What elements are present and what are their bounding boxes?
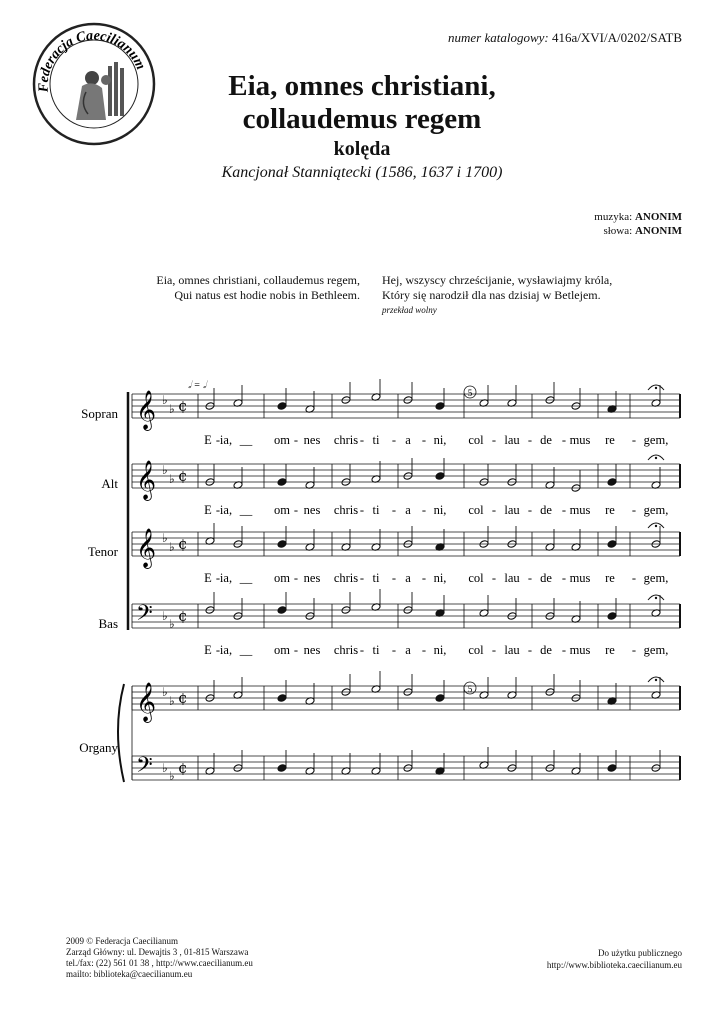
catalog-number	[448, 30, 682, 46]
latin-line-2: Qui natus est hodie nobis in Bethleem.	[174, 288, 360, 302]
lyric-syllable: om	[274, 433, 290, 447]
lyric-syllable: col	[468, 643, 484, 657]
lyric-syllable: ia,	[219, 503, 233, 517]
lyric-syllable: re	[605, 571, 615, 585]
svg-text:𝄞: 𝄞	[136, 390, 157, 430]
title-line-1: Eia, omnes christiani,	[228, 70, 496, 102]
lyric-syllable: de	[540, 503, 552, 517]
svg-text:𝄢: 𝄢	[136, 753, 153, 783]
catalog-value: 416a/XVI/A/0202/SATB	[552, 30, 682, 45]
lyric-syllable: -	[293, 643, 299, 657]
lyric-syllable: -	[491, 643, 497, 657]
lyric-syllable: col	[468, 503, 484, 517]
lyric-syllable: de	[540, 433, 552, 447]
lyric-syllable: -	[561, 571, 567, 585]
words-label: słowa:	[603, 225, 633, 237]
svg-text:♭: ♭	[162, 761, 168, 775]
lyric-syllable: col	[468, 433, 484, 447]
part-label-bas: Bas	[98, 616, 118, 631]
lyric-syllable: -	[215, 571, 221, 585]
lyric-syllable: -	[421, 433, 427, 447]
lyric-syllable: nes	[303, 643, 321, 657]
svg-text:¢: ¢	[178, 467, 188, 485]
lyric-syllable: E	[204, 643, 212, 657]
lyric-syllable: lau	[504, 643, 520, 657]
lyric-syllable: ti	[372, 571, 380, 585]
lyric-syllable: a	[405, 643, 411, 657]
lyric-syllable: -	[421, 503, 427, 517]
lyric-syllable: -	[293, 503, 299, 517]
lyric-syllable: chris	[333, 643, 359, 657]
lyric-syllable: ti	[372, 643, 380, 657]
lyric-syllable: -	[631, 433, 637, 447]
score-systems	[118, 379, 680, 783]
svg-text:♭: ♭	[162, 393, 168, 407]
catalog-label: numer katalogowy:	[448, 30, 549, 45]
lyric-syllable: mus	[569, 503, 591, 517]
copyright: 2009 © Federacja Caecilianum	[66, 936, 179, 946]
svg-text:5: 5	[467, 684, 473, 694]
svg-text:♭: ♭	[162, 685, 168, 699]
lyric-syllable: chris	[333, 433, 359, 447]
svg-text:¢: ¢	[178, 607, 188, 625]
lyric-syllable: -	[293, 571, 299, 585]
part-label-alt: Alt	[101, 476, 118, 491]
lyric-syllable: mus	[569, 643, 591, 657]
svg-text:♭: ♭	[169, 540, 175, 554]
lyric-syllable: gem,	[643, 503, 669, 517]
lyric-syllable: ni,	[433, 571, 447, 585]
lyric-syllable: lau	[504, 571, 520, 585]
lyric-syllable: nes	[303, 503, 321, 517]
lyric-syllable: lau	[504, 503, 520, 517]
lyric-syllable: mus	[569, 433, 591, 447]
svg-text:¢: ¢	[178, 689, 188, 707]
lyric-syllable: -	[527, 571, 533, 585]
lyric-syllable: -	[391, 433, 397, 447]
lyric-syllable: E	[204, 571, 212, 585]
lyric-syllable: ti	[372, 503, 380, 517]
lyric-syllable: -	[359, 433, 365, 447]
lyric-syllable: -	[491, 503, 497, 517]
lyric-syllable: -	[491, 571, 497, 585]
lyric-syllable: -	[527, 643, 533, 657]
lyric-syllable: gem,	[643, 433, 669, 447]
lyric-syllable: -	[359, 503, 365, 517]
words-value: ANONIM	[634, 225, 682, 237]
lyric-syllable: __	[239, 571, 253, 585]
lyric-syllable: ni,	[433, 503, 447, 517]
music-value: ANONIM	[634, 211, 682, 223]
music-label: muzyka:	[594, 211, 633, 223]
lyric-syllable: -	[527, 433, 533, 447]
lyric-syllable: -	[491, 433, 497, 447]
tempo-mark: 𝅗𝅥 = 𝅗𝅥	[188, 380, 207, 391]
lyric-syllable: __	[239, 503, 253, 517]
svg-text:¢: ¢	[178, 397, 188, 415]
lyric-syllable: nes	[303, 571, 321, 585]
lyric-syllable: de	[540, 571, 552, 585]
svg-text:♭: ♭	[169, 402, 175, 416]
footer-library	[547, 947, 682, 971]
lyric-syllable: a	[405, 503, 411, 517]
lyric-syllable: -	[391, 571, 397, 585]
lyric-syllable: -	[215, 433, 221, 447]
library-link[interactable]: http://www.biblioteka.caecilianum.eu	[546, 960, 682, 970]
lyric-syllable: -	[631, 503, 637, 517]
footer-contact	[66, 936, 253, 980]
part-label-sopran: Sopran	[81, 406, 118, 421]
lyric-syllable: ia,	[219, 643, 233, 657]
lyric-syllable: -	[631, 643, 637, 657]
lyrics	[204, 433, 668, 657]
phone: tel./fax: (22) 561 01 38 , http://www.caecilianum.eu	[66, 958, 253, 968]
part-label-tenor: Tenor	[87, 544, 118, 559]
lyric-syllable: a	[405, 433, 411, 447]
lyric-syllable: -	[421, 643, 427, 657]
lyric-syllable: -	[561, 643, 567, 657]
lyric-syllable: -	[391, 503, 397, 517]
polish-line-2: Który się narodził dla nas dzisiaj w Betlejem.	[382, 288, 601, 302]
lyric-syllable: -	[631, 571, 637, 585]
lyric-syllable: re	[605, 643, 615, 657]
public-use-note: Do użytku publicznego	[598, 948, 682, 958]
lyric-syllable: chris	[333, 571, 359, 585]
lyric-syllable: -	[561, 503, 567, 517]
svg-text:¢: ¢	[178, 759, 188, 777]
lyric-syllable: de	[540, 643, 552, 657]
svg-text:♭: ♭	[169, 769, 175, 783]
lyric-syllable: om	[274, 571, 290, 585]
lyric-syllable: ni,	[433, 433, 447, 447]
lyric-syllable: -	[561, 433, 567, 447]
svg-text:Federacja Caecilianum: Federacja Caecilianum	[36, 28, 148, 93]
lyric-syllable: ia,	[219, 433, 233, 447]
lyric-syllable: om	[274, 503, 290, 517]
lyric-syllable: lau	[504, 433, 520, 447]
lyric-syllable: om	[274, 643, 290, 657]
lyric-syllable: ia,	[219, 571, 233, 585]
part-labels	[79, 406, 118, 755]
lyric-syllable: re	[605, 433, 615, 447]
lyric-syllable: -	[293, 433, 299, 447]
measure-number-top	[464, 386, 476, 398]
lyric-syllable: a	[405, 571, 411, 585]
piece-title	[0, 70, 724, 136]
lyric-syllable: -	[215, 503, 221, 517]
svg-text:♭: ♭	[169, 472, 175, 486]
part-label-organy: Organy	[79, 740, 118, 755]
translation-note: przekład wolny	[382, 305, 437, 315]
lyric-syllable: col	[468, 571, 484, 585]
lyric-syllable: ti	[372, 433, 380, 447]
title-line-2: collaudemus regem	[242, 103, 482, 135]
lyric-syllable: chris	[333, 503, 359, 517]
svg-text:♭: ♭	[169, 694, 175, 708]
latin-line-1: Eia, omnes christiani, collaudemus regem,	[156, 273, 360, 287]
subtitle: kolęda	[333, 138, 391, 160]
lyric-syllable: -	[215, 643, 221, 657]
latin-text	[156, 273, 360, 303]
svg-text:5: 5	[467, 388, 473, 398]
lyric-syllable: -	[421, 571, 427, 585]
lyric-syllable: -	[359, 643, 365, 657]
svg-text:𝄞: 𝄞	[136, 460, 157, 500]
source: Kancjonał Stanniątecki (1586, 1637 i 1700)	[221, 164, 503, 181]
svg-text:𝄞: 𝄞	[136, 528, 157, 568]
svg-text:♭: ♭	[169, 617, 175, 631]
svg-text:𝄢: 𝄢	[136, 601, 153, 631]
svg-text:♭: ♭	[162, 463, 168, 477]
lyric-syllable: E	[204, 503, 212, 517]
lyric-syllable: gem,	[643, 571, 669, 585]
lyric-syllable: gem,	[643, 643, 669, 657]
lyric-syllable: mus	[569, 571, 591, 585]
polish-line-1: Hej, wszyscy chrześcijanie, wysławiajmy króla,	[382, 273, 613, 287]
lyric-syllable: E	[204, 433, 212, 447]
measure-number-organ	[464, 682, 476, 694]
svg-text:𝄞: 𝄞	[136, 682, 157, 722]
credits	[594, 210, 682, 238]
lyric-syllable: __	[239, 433, 253, 447]
lyric-syllable: nes	[303, 433, 321, 447]
lyric-syllable: -	[359, 571, 365, 585]
svg-text:¢: ¢	[178, 535, 188, 553]
address: Zarząd Główny: ul. Dewajtis 3 , 01-815 Warszawa	[66, 947, 249, 957]
lyric-syllable: ni,	[433, 643, 447, 657]
lyric-syllable: -	[391, 643, 397, 657]
svg-text:♭: ♭	[162, 531, 168, 545]
lyric-syllable: __	[239, 643, 253, 657]
lyric-syllable: -	[527, 503, 533, 517]
musical-score	[0, 370, 724, 810]
polish-text	[382, 273, 612, 318]
svg-text:♭: ♭	[162, 609, 168, 623]
email-link[interactable]: mailto: biblioteka@caecilianum.eu	[66, 969, 193, 979]
lyric-syllable: re	[605, 503, 615, 517]
